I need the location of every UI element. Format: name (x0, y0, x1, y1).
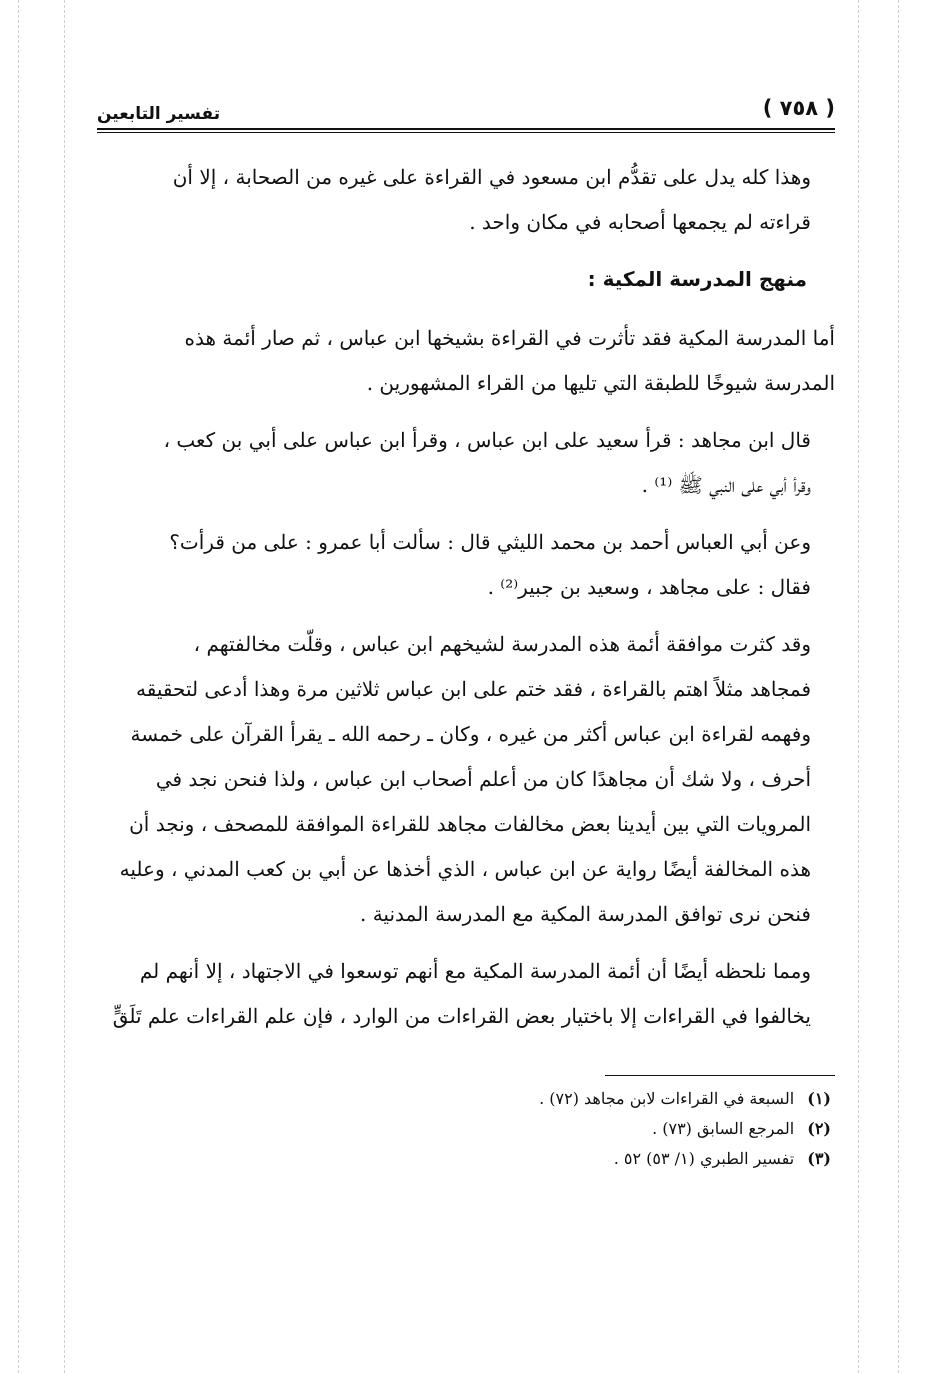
text-line: وعن أبي العباس أحمد بن محمد الليثي قال : سألت أبا عمرو : على من قرأت؟ (169, 530, 811, 554)
footnote-divider (605, 1075, 835, 1076)
paragraph (97, 520, 835, 610)
text-line: أحرف ، ولا شك أن مجاهدًا كان من أعلم أصحاب ابن عباس ، ولذا فنحن نجد في (155, 767, 811, 791)
main-text (97, 155, 835, 1039)
paragraph (97, 155, 835, 245)
footnote-text: المرجع السابق (٧٣) . (652, 1119, 795, 1138)
text-line: قال ابن مجاهد : قرأ سعيد على ابن عباس ، وقرأ ابن عباس على أبي بن كعب ، (163, 428, 811, 452)
footnote (97, 1114, 835, 1144)
footnote-number: (٢) (807, 1119, 831, 1138)
header-rule (97, 128, 835, 133)
text-line: المدرسة شيوخًا للطبقة التي تليها من القراء المشهورين . (366, 371, 835, 395)
text-line: ومما نلحظه أيضًا أن أئمة المدرسة المكية مع أنهم توسعوا في الاجتهاد ، إلا أنهم لم (139, 959, 811, 983)
paragraph (97, 622, 835, 937)
right-margin-guide (898, 0, 899, 1373)
paragraph (97, 418, 835, 508)
text-line: فنحن نرى توافق المدرسة المكية مع المدرسة المدنية . (359, 902, 811, 926)
text-line: قراءته لم يجمعها أصحابه في مكان واحد . (469, 210, 811, 234)
text-line: وهذا كله يدل على تقدُّم ابن مسعود في القراءة على غيره من الصحابة ، إلا أن (172, 165, 811, 189)
page-header (97, 88, 835, 128)
text-line: هذه المخالفة أيضًا رواية عن ابن عباس ، الذي أخذها عن أبي بن كعب المدني ، وعليه (119, 857, 811, 881)
text-line: وفهمه لقراءة ابن عباس أكثر من غيره ، وكان ـ رحمه الله ـ يقرأ القرآن على خمسة (130, 722, 811, 746)
section-heading: منهج المدرسة المكية : (587, 267, 807, 291)
text-line: فقال : على مجاهد ، وسعيد بن جبير⁽²⁾ . (487, 575, 811, 599)
left-margin-guide (18, 0, 19, 1373)
text-line: أما المدرسة المكية فقد تأثرت في القراءة بشيخها ابن عباس ، ثم صار أئمة هذه (184, 326, 835, 350)
text-line: فمجاهد مثلاً اهتم بالقراءة ، فقد ختم على ابن عباس ثلاثين مرة وهذا أدعى لتحقيقه (136, 677, 811, 701)
book-title: تفسير التابعين (97, 104, 221, 124)
text-line: المرويات التي بين أيدينا بعض مخالفات مجاهد للقراءة الموافقة للمصحف ، ونجد أن (129, 812, 811, 836)
footnotes (97, 1084, 835, 1174)
text-line: يخالفوا في القراءات إلا باختيار بعض القراءات من الوارد ، فإن علم القراءات علم تَلَقٍّ (112, 1004, 811, 1028)
footnote-text: تفسير الطبري (١/ ٥٣) ٥٢ . (613, 1149, 795, 1168)
left-margin-guide (64, 0, 65, 1373)
footnote (97, 1144, 835, 1174)
footnote (97, 1084, 835, 1114)
footnote-text: السبعة في القراءات لابن مجاهد (٧٢) . (539, 1089, 795, 1108)
paragraph (97, 316, 835, 406)
right-margin-guide (858, 0, 859, 1373)
book-page (97, 88, 835, 1373)
text-line: وقد كثرت موافقة أئمة هذه المدرسة لشيخهم ابن عباس ، وقلّت مخالفتهم ، (193, 632, 811, 656)
page-number: ( ٧٥٨ ) (762, 96, 835, 120)
paragraph (97, 949, 835, 1039)
footnote-number: (٣) (807, 1149, 831, 1168)
footnote-number: (١) (807, 1089, 831, 1108)
text-line: وقرأ أبي على النبي ﷺ ⁽¹⁾ . (641, 473, 811, 497)
